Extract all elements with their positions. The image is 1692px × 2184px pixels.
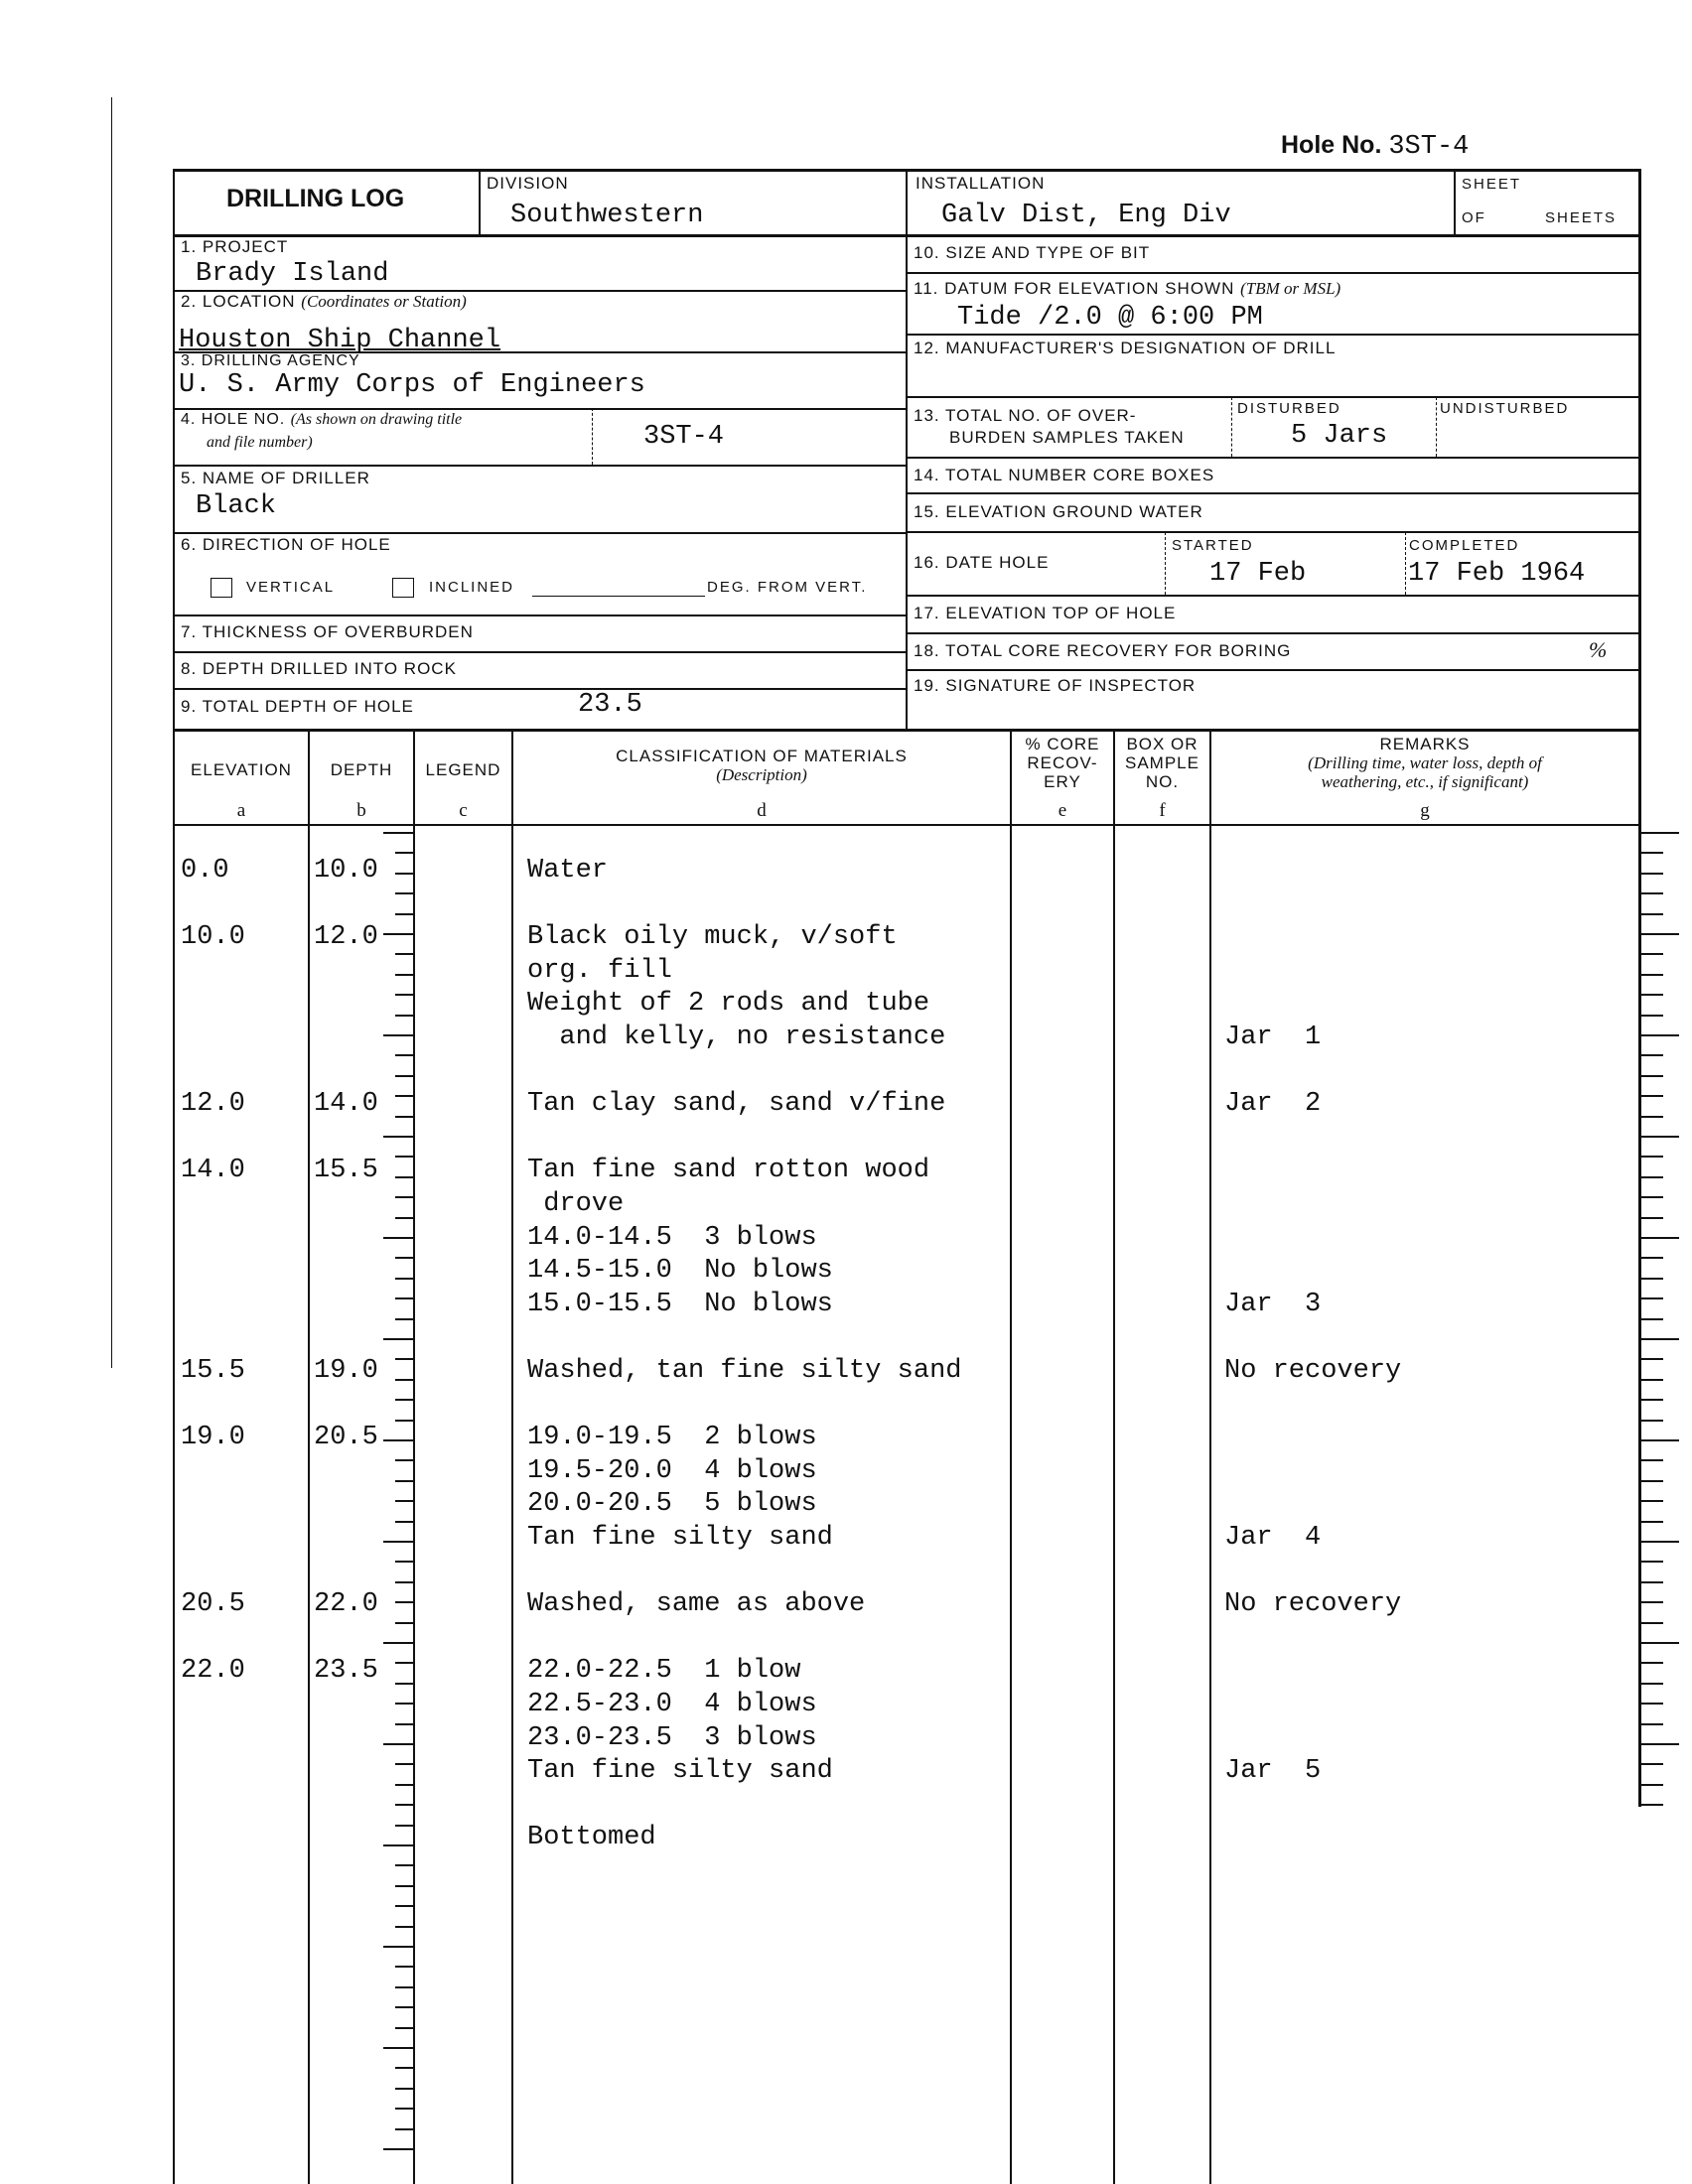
depth-tick (383, 832, 413, 834)
depth-tick (395, 1864, 413, 1866)
log-depth: 15.5 (314, 1156, 378, 1186)
depth-tick (383, 1946, 413, 1948)
total-depth-value: 23.5 (578, 690, 642, 720)
depth-tick (383, 1743, 413, 1745)
log-remarks: Jar 3 (1224, 1289, 1322, 1319)
log-depth: 14.0 (314, 1089, 378, 1120)
inclined-degrees-field[interactable] (532, 596, 705, 597)
log-description: Bottomed (527, 1823, 656, 1853)
depth-tick (395, 1399, 413, 1401)
depth-tick (395, 1521, 413, 1523)
datum-value: Tide /2.0 @ 6:00 PM (957, 303, 1263, 333)
log-description: 14.5-15.0 No blows (527, 1256, 833, 1287)
datum-label-note: (TBM or MSL) (1240, 279, 1341, 298)
core-boxes-label: 14. TOTAL NUMBER CORE BOXES (914, 466, 1215, 484)
log-description: 14.0-14.5 3 blows (527, 1222, 817, 1253)
row-line (906, 334, 1640, 336)
col-header-box-line1: BOX OR (1126, 735, 1198, 753)
depth-tick (383, 1642, 413, 1644)
holeno-label-note-2: and file number) (207, 434, 313, 451)
edge-tick (1639, 1054, 1663, 1056)
agency-value: U. S. Army Corps of Engineers (179, 370, 645, 400)
edge-tick (1639, 1399, 1663, 1401)
holeno-divider (592, 408, 593, 465)
col-letter-d: d (757, 800, 767, 821)
log-description: 23.0-23.5 3 blows (527, 1722, 817, 1753)
edge-tick (1639, 1622, 1663, 1624)
depth-tick (395, 1318, 413, 1320)
project-value: Brady Island (196, 259, 389, 289)
edge-tick (1639, 1075, 1663, 1077)
depth-tick (395, 1054, 413, 1056)
log-depth: 22.0 (314, 1589, 378, 1620)
holeno-label-line2 (207, 435, 313, 451)
col-header-box-sample (1115, 735, 1209, 791)
log-description: 15.0-15.5 No blows (527, 1289, 833, 1319)
row-line (906, 457, 1640, 459)
date-hole-label: 16. DATE HOLE (914, 553, 1050, 572)
deg-from-vert-label: DEG. FROM VERT. (707, 579, 868, 596)
log-description: 20.0-20.5 5 blows (527, 1489, 817, 1520)
depth-tick (395, 2027, 413, 2029)
agency-label: 3. DRILLING AGENCY (181, 352, 360, 369)
edge-tick (1639, 1439, 1679, 1441)
depth-tick (395, 873, 413, 875)
sheet-divider (1454, 169, 1456, 235)
row-line (906, 632, 1640, 634)
depth-tick (395, 2108, 413, 2110)
project-label: 1. PROJECT (181, 237, 289, 256)
depth-tick (395, 1116, 413, 1118)
log-elevation: 20.5 (181, 1589, 245, 1620)
log-elevation: 12.0 (181, 1089, 245, 1120)
depth-tick (395, 1885, 413, 1887)
depth-tick (395, 974, 413, 976)
log-remarks: Jar 5 (1224, 1756, 1322, 1787)
edge-tick (1639, 994, 1663, 996)
edge-tick (1639, 1379, 1663, 1381)
started-value: 17 Feb (1209, 559, 1307, 589)
inclined-label: INCLINED (429, 579, 515, 596)
edge-tick (1639, 1763, 1663, 1765)
log-remarks: No recovery (1224, 1589, 1402, 1620)
col-header-elevation (175, 760, 308, 779)
depth-tick (395, 1966, 413, 1968)
holeno-label-note: (As shown on drawing title (290, 411, 463, 428)
row-line (173, 465, 906, 467)
log-description: Water (527, 856, 609, 886)
edge-tick (1639, 892, 1663, 894)
row-line (173, 408, 906, 410)
depth-tick (395, 1420, 413, 1422)
depth-tick (383, 1338, 413, 1340)
log-description: Weight of 2 rods and tube (527, 989, 930, 1020)
col-header-legend (415, 760, 511, 779)
log-header-bottom (173, 824, 1640, 826)
log-description: Tan fine silty sand (527, 1523, 833, 1553)
edge-tick (1639, 1358, 1663, 1360)
depth-tick (383, 1034, 413, 1036)
row-line (906, 272, 1640, 274)
depth-tick (395, 1601, 413, 1603)
log-description: Washed, tan fine silty sand (527, 1356, 962, 1386)
depth-tick (395, 852, 413, 854)
edge-tick (1639, 1743, 1679, 1745)
log-description: Black oily muck, v/soft (527, 922, 898, 953)
log-remarks: Jar 1 (1224, 1023, 1322, 1052)
form-title: DRILLING LOG (226, 185, 405, 212)
sheet-label: SHEET (1462, 176, 1522, 193)
inspector-label: 19. SIGNATURE OF INSPECTOR (914, 676, 1197, 695)
rock-depth-label: 8. DEPTH DRILLED INTO ROCK (181, 659, 457, 678)
depth-tick (395, 1703, 413, 1705)
hole-number-label: Hole No. (1281, 131, 1382, 159)
col-header-elevation-label: ELEVATION (191, 760, 292, 779)
edge-tick (1639, 913, 1663, 915)
edge-tick (1639, 1297, 1663, 1299)
log-description: 19.5-20.0 4 blows (527, 1455, 817, 1486)
vertical-checkbox[interactable] (211, 578, 232, 598)
log-description: 22.5-23.0 4 blows (527, 1690, 817, 1719)
log-description: Tan fine sand rotton wood (527, 1156, 930, 1186)
installation-value: Galv Dist, Eng Div (941, 201, 1231, 230)
disturbed-divider (1231, 397, 1232, 457)
row-line (906, 396, 1640, 398)
edge-tick (1639, 1480, 1663, 1482)
driller-value: Black (196, 491, 277, 521)
depth-tick (395, 1500, 413, 1502)
col-letter-c: c (459, 800, 468, 821)
depth-tick (395, 1825, 413, 1827)
depth-tick (395, 2128, 413, 2130)
edge-tick (1639, 1561, 1663, 1563)
depth-tick (395, 1986, 413, 1988)
depth-tick (395, 1379, 413, 1381)
col-header-core-line2: RECOV- (1027, 753, 1098, 772)
completed-label: COMPLETED (1409, 537, 1520, 554)
col-divider-legend (511, 729, 513, 2184)
started-divider (1165, 532, 1166, 595)
depth-tick (395, 1723, 413, 1725)
depth-tick (395, 1459, 413, 1461)
edge-tick (1639, 1034, 1679, 1036)
depth-tick (395, 1905, 413, 1907)
depth-tick (395, 1257, 413, 1259)
col-header-box-line3: NO. (1145, 772, 1180, 791)
inclined-checkbox[interactable] (392, 578, 414, 598)
ground-water-label: 15. ELEVATION GROUND WATER (914, 502, 1203, 521)
edge-tick (1639, 1601, 1663, 1603)
col-divider-classification (1010, 729, 1012, 2184)
col-letter-g: g (1420, 800, 1430, 821)
completed-divider (1405, 532, 1406, 595)
edge-tick (1639, 1642, 1679, 1644)
undisturbed-label: UNDISTURBED (1440, 400, 1570, 417)
disturbed-label: DISTURBED (1237, 400, 1341, 417)
depth-tick (383, 2047, 413, 2049)
log-description: drove (527, 1189, 625, 1219)
overburden-label: 7. THICKNESS OF OVERBURDEN (181, 622, 474, 641)
log-remarks: No recovery (1224, 1356, 1402, 1386)
edge-tick (1639, 1136, 1679, 1138)
edge-tick (1639, 832, 1679, 834)
edge-tick (1639, 1683, 1663, 1685)
log-depth: 20.5 (314, 1423, 378, 1453)
edge-tick (1639, 873, 1663, 875)
col-header-classification (513, 747, 1010, 784)
edge-tick (1639, 953, 1663, 955)
depth-tick (395, 994, 413, 996)
edge-tick (1639, 933, 1679, 935)
col-header-depth-label: DEPTH (330, 760, 393, 779)
log-description: 22.0-22.5 1 blow (527, 1656, 801, 1687)
depth-tick (395, 953, 413, 955)
holeno-value: 3ST-4 (643, 422, 725, 452)
col-divider-box (1209, 729, 1211, 2184)
col-header-core-line1: % CORE (1025, 735, 1100, 753)
edge-tick (1639, 1318, 1663, 1320)
log-elevation: 14.0 (181, 1156, 245, 1186)
scan-margin-line (111, 97, 112, 1368)
form-left-border (173, 169, 175, 2184)
edge-tick (1639, 1196, 1663, 1198)
depth-tick (395, 1622, 413, 1624)
division-label: DIVISION (487, 174, 569, 193)
row-line (906, 531, 1640, 533)
hole-number-header (1281, 131, 1469, 162)
log-elevation: 15.5 (181, 1356, 245, 1386)
col-divider-elevation (308, 729, 310, 2184)
log-remarks: Jar 2 (1224, 1089, 1322, 1120)
row-line (173, 532, 906, 534)
edge-tick (1639, 1500, 1663, 1502)
col-letter-e: e (1058, 800, 1067, 821)
edge-tick (1639, 1420, 1663, 1422)
col-header-remarks-sub1: (Drilling time, water loss, depth of (1308, 753, 1542, 772)
edge-tick (1639, 1723, 1663, 1725)
row-line (906, 492, 1640, 494)
depth-tick (395, 1095, 413, 1097)
edge-tick (1639, 852, 1663, 854)
manufacturer-label: 12. MANUFACTURER'S DESIGNATION OF DRILL (914, 339, 1337, 357)
log-depth: 10.0 (314, 856, 378, 886)
log-elevation: 22.0 (181, 1656, 245, 1687)
depth-tick (395, 2088, 413, 2090)
col-header-classification-label: CLASSIFICATION OF MATERIALS (616, 747, 908, 765)
percent-sign: % (1589, 637, 1609, 662)
col-header-core-recovery (1012, 735, 1113, 791)
row-line (906, 669, 1640, 671)
edge-tick (1639, 1459, 1663, 1461)
started-label: STARTED (1172, 537, 1254, 554)
depth-tick (395, 1561, 413, 1563)
bit-label: 10. SIZE AND TYPE OF BIT (914, 243, 1151, 262)
undisturbed-divider (1436, 397, 1437, 457)
depth-tick (395, 892, 413, 894)
depth-tick (383, 1136, 413, 1138)
depth-tick (395, 1015, 413, 1017)
installation-label: INSTALLATION (916, 174, 1046, 193)
log-elevation: 0.0 (181, 856, 229, 886)
location-label (181, 293, 467, 310)
col-header-remarks-sub2: weathering, etc., if significant) (1321, 772, 1529, 791)
edge-tick (1639, 1116, 1663, 1118)
location-value: Houston Ship Channel (179, 326, 501, 355)
depth-tick (395, 1480, 413, 1482)
col-letter-a: a (236, 800, 246, 821)
samples-label-1: 13. TOTAL NO. OF OVER- (914, 406, 1137, 425)
location-label-text: 2. LOCATION (181, 292, 296, 311)
log-header-top (173, 729, 1640, 732)
vertical-label: VERTICAL (246, 579, 336, 596)
row-line (173, 651, 906, 653)
depth-tick (395, 1156, 413, 1158)
depth-tick (383, 1844, 413, 1846)
depth-tick (395, 1358, 413, 1360)
log-description: 19.0-19.5 2 blows (527, 1423, 817, 1453)
edge-tick (1639, 974, 1663, 976)
log-remarks: Jar 4 (1224, 1523, 1322, 1553)
log-description: Washed, same as above (527, 1589, 866, 1620)
edge-tick (1639, 1257, 1663, 1259)
col-letter-f: f (1159, 800, 1166, 821)
hole-number-value: 3ST-4 (1388, 132, 1470, 162)
form-middle-divider (906, 169, 908, 729)
depth-tick (395, 1217, 413, 1219)
col-header-depth (310, 760, 413, 779)
depth-tick (395, 1784, 413, 1786)
elev-top-label: 17. ELEVATION TOP OF HOLE (914, 604, 1177, 622)
holeno-label-text: 4. HOLE NO. (181, 411, 286, 428)
edge-tick (1639, 1015, 1663, 1017)
depth-tick (395, 1662, 413, 1664)
disturbed-value: 5 Jars (1291, 421, 1388, 451)
depth-tick (395, 1683, 413, 1685)
edge-tick (1639, 1804, 1663, 1806)
col-divider-depth (413, 729, 415, 2184)
location-label-note: (Coordinates or Station) (301, 292, 467, 311)
depth-tick (395, 1196, 413, 1198)
edge-tick (1639, 1541, 1679, 1543)
row-line (906, 234, 1640, 237)
col-header-classification-sub: (Description) (716, 765, 807, 784)
completed-value: 17 Feb 1964 (1408, 559, 1586, 589)
log-description: and kelly, no resistance (527, 1023, 946, 1052)
sheets-label: SHEETS (1545, 209, 1618, 226)
col-header-core-line3: ERY (1044, 772, 1081, 791)
log-elevation: 19.0 (181, 1423, 245, 1453)
log-elevation: 10.0 (181, 922, 245, 953)
col-header-remarks-label: REMARKS (1379, 735, 1471, 753)
col-letter-b: b (356, 800, 366, 821)
log-description: Tan clay sand, sand v/fine (527, 1089, 946, 1120)
depth-tick (395, 913, 413, 915)
direction-label: 6. DIRECTION OF HOLE (181, 535, 391, 554)
row-line (906, 595, 1640, 597)
driller-label: 5. NAME OF DRILLER (181, 469, 370, 487)
log-depth: 19.0 (314, 1356, 378, 1386)
depth-tick (395, 1297, 413, 1299)
division-value: Southwestern (510, 201, 704, 230)
depth-tick (395, 1075, 413, 1077)
col-header-box-line2: SAMPLE (1125, 753, 1199, 772)
depth-tick (383, 1541, 413, 1543)
depth-tick (395, 1581, 413, 1583)
col-header-remarks (1211, 735, 1638, 791)
depth-tick (395, 1278, 413, 1280)
row-line (173, 614, 906, 616)
depth-tick (383, 1439, 413, 1441)
total-depth-label: 9. TOTAL DEPTH OF HOLE (181, 697, 414, 716)
depth-tick (395, 1763, 413, 1765)
col-header-legend-label: LEGEND (425, 760, 501, 779)
core-recovery-label: 18. TOTAL CORE RECOVERY FOR BORING (914, 641, 1292, 660)
depth-tick (383, 2148, 413, 2150)
depth-tick (383, 1237, 413, 1239)
edge-tick (1639, 1581, 1663, 1583)
datum-label (914, 280, 1340, 297)
edge-tick (1639, 1156, 1663, 1158)
depth-tick (395, 1804, 413, 1806)
edge-tick (1639, 1521, 1663, 1523)
row-line (173, 688, 906, 690)
edge-tick (1639, 1338, 1679, 1340)
samples-label-2: BURDEN SAMPLES TAKEN (949, 428, 1185, 447)
log-depth: 23.5 (314, 1656, 378, 1687)
depth-tick (395, 2006, 413, 2008)
holeno-label (181, 412, 462, 428)
depth-tick (395, 1176, 413, 1178)
edge-tick (1639, 1703, 1663, 1705)
log-description: org. fill (527, 955, 672, 986)
edge-tick (1639, 1095, 1663, 1097)
datum-label-text: 11. DATUM FOR ELEVATION SHOWN (914, 279, 1235, 298)
depth-tick (395, 2067, 413, 2069)
col-divider-core (1113, 729, 1115, 2184)
edge-tick (1639, 1662, 1663, 1664)
log-depth: 12.0 (314, 922, 378, 953)
edge-tick (1639, 1784, 1663, 1786)
edge-tick (1639, 1237, 1679, 1239)
edge-tick (1639, 1176, 1663, 1178)
log-description: Tan fine silty sand (527, 1756, 833, 1787)
depth-tick (383, 933, 413, 935)
edge-tick (1639, 1217, 1663, 1219)
depth-tick (395, 1926, 413, 1928)
of-label: OF (1462, 209, 1486, 226)
division-divider (479, 169, 481, 235)
edge-tick (1639, 1278, 1663, 1280)
